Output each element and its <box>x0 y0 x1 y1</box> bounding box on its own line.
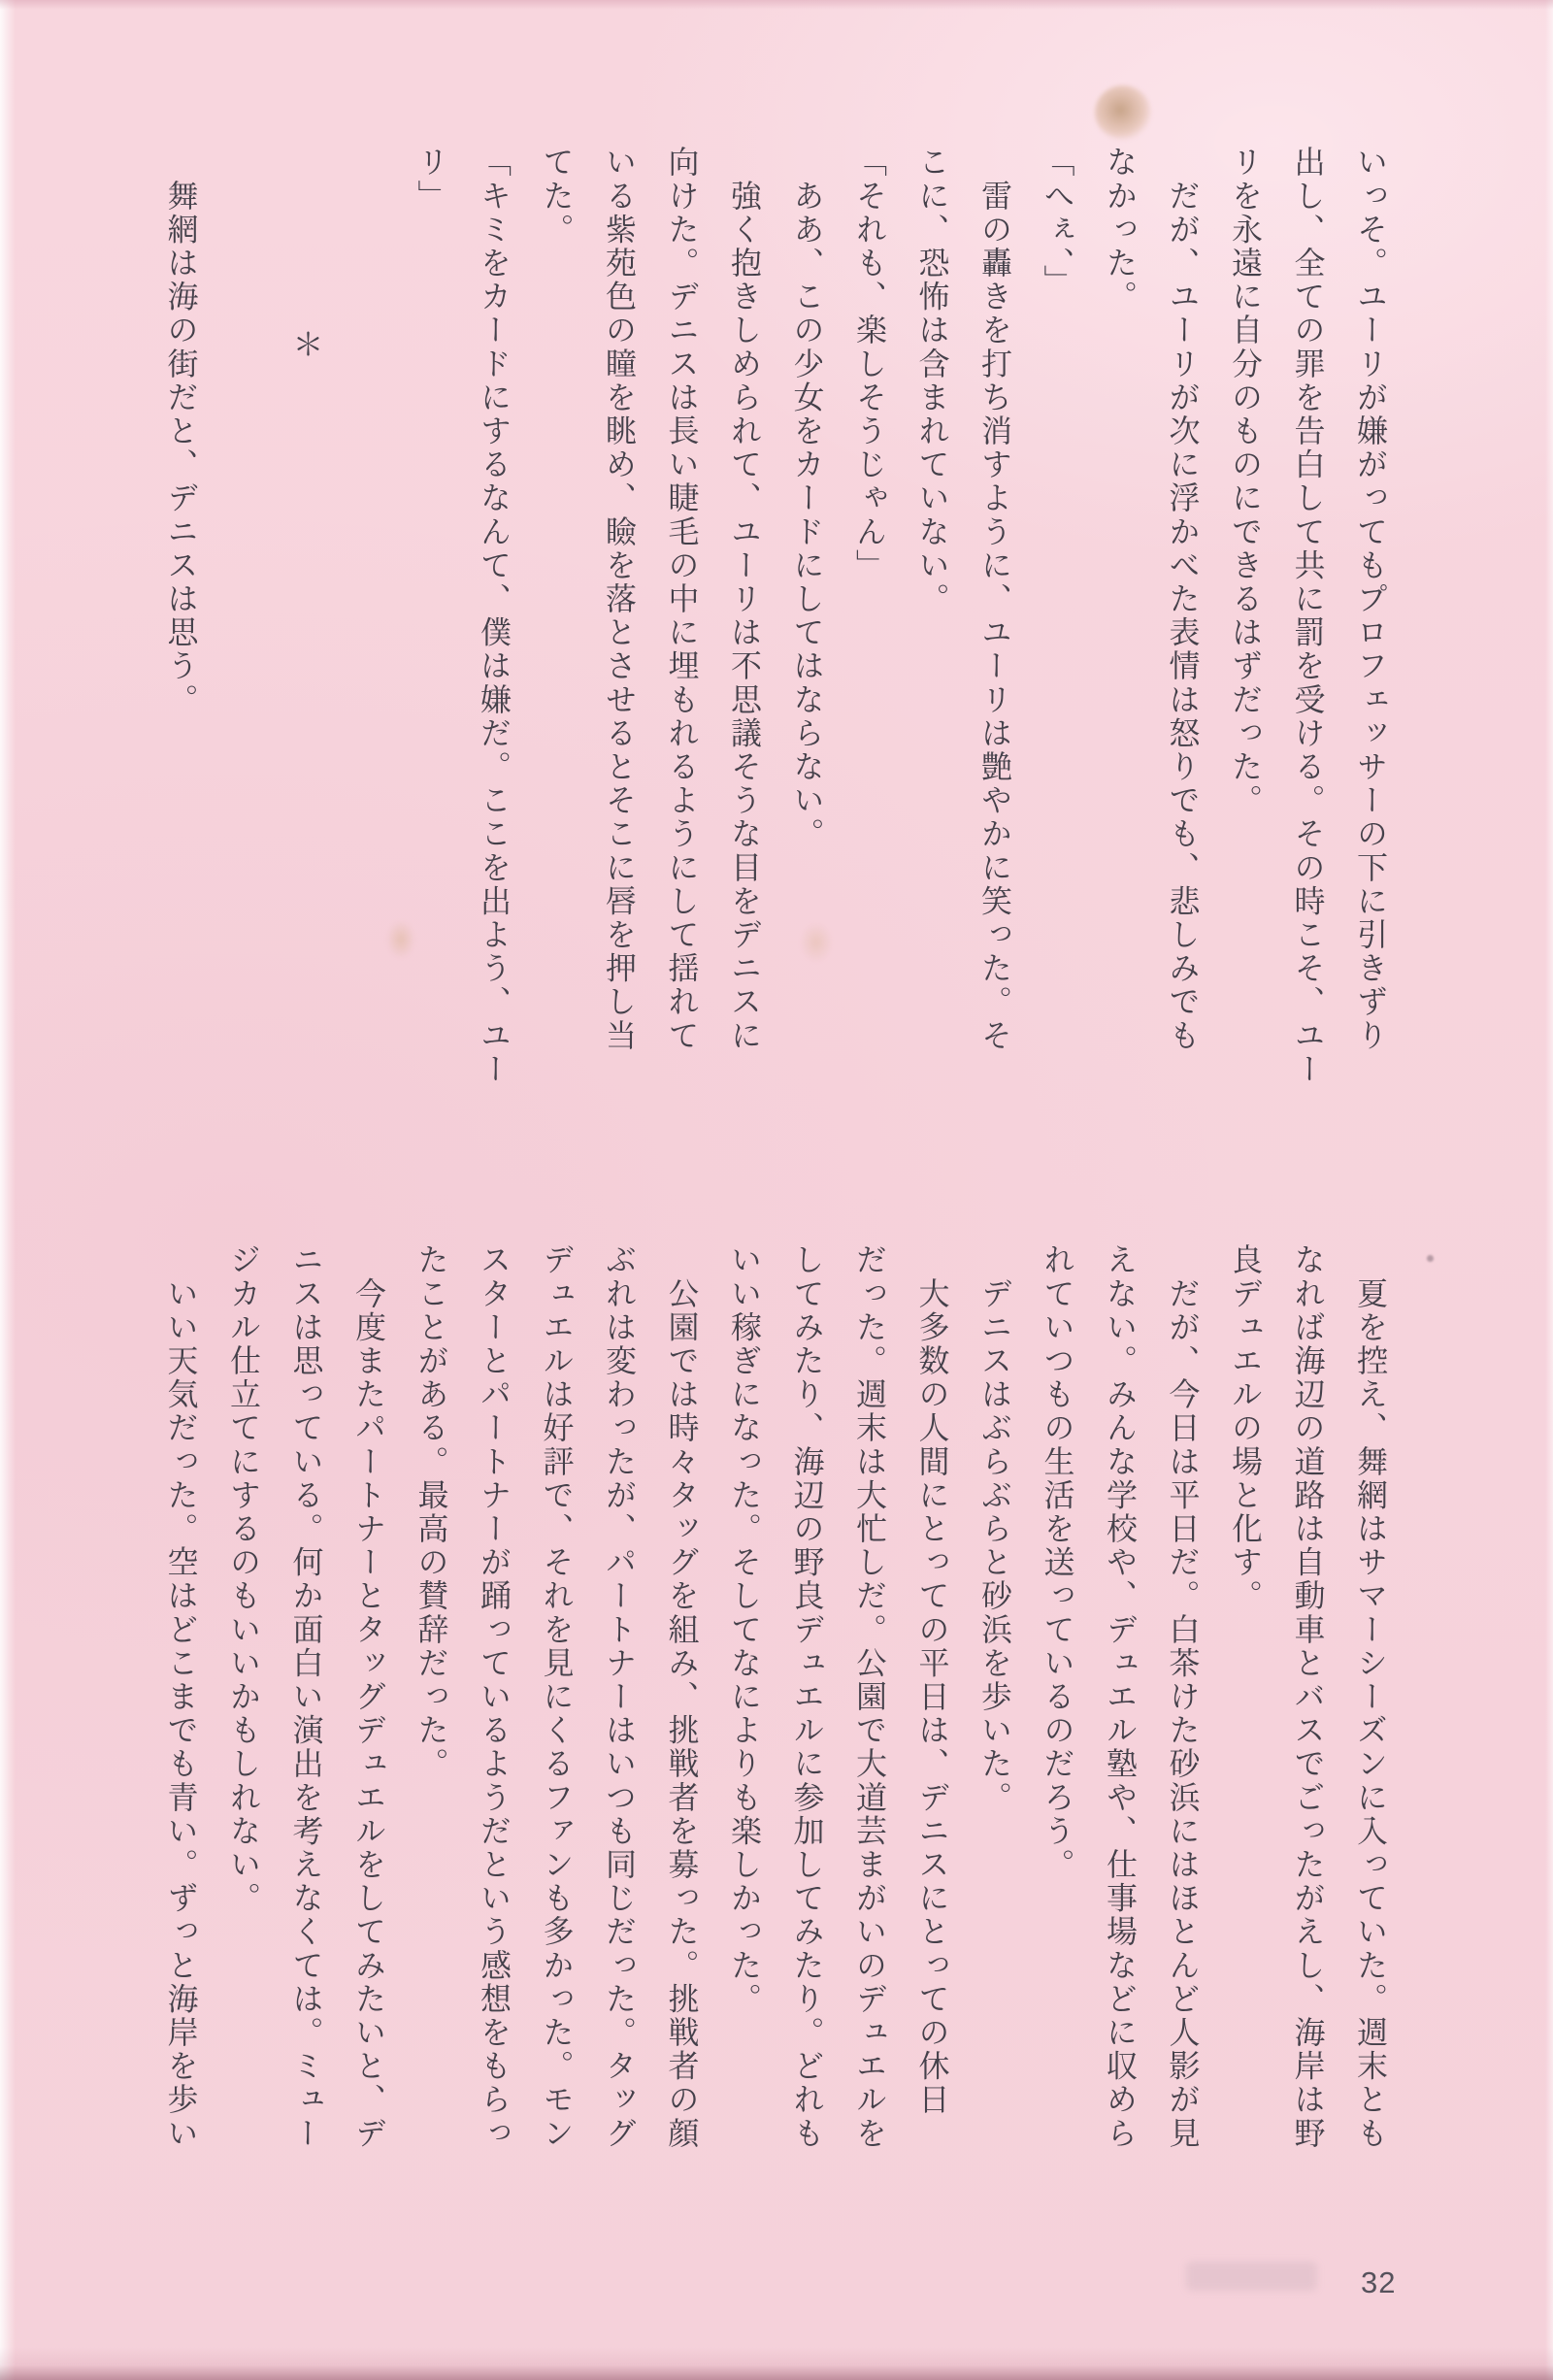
text-column: デニスはぶらぶらと砂浜を歩いた。 <box>977 1243 1012 1815</box>
text-column: スターとパートナーが踊っているようだという感想をもらっ <box>477 1243 512 2151</box>
page-edge-shadow <box>0 2347 1553 2380</box>
text-column: してみたり、海辺の野良デュエルに参加してみたり。どれも <box>789 1243 825 2151</box>
text-column: ジカル仕立てにするのもいいかもしれない。 <box>226 1243 261 1915</box>
text-column: こに、恐怖は含まれていない。 <box>914 146 950 616</box>
text-column: えない。みんな学校や、デュエル塾や、仕事場などに収めら <box>1103 1243 1138 2151</box>
text-column: いい天気だった。空はどこまでも青い。ずっと海岸を歩い <box>163 1243 199 2151</box>
page-number: 32 <box>1361 2265 1397 2299</box>
page-edge-highlight <box>0 0 16 2380</box>
page-edge-highlight <box>1545 0 1553 2380</box>
empty-column <box>338 146 401 1121</box>
show-through-smudge <box>1186 2262 1317 2291</box>
text-column: リ」 <box>413 146 449 214</box>
text-column: いる紫苑色の瞳を眺め、瞼を落とさせるとそこに唇を押し当 <box>602 146 637 1053</box>
text-column: だが、ユーリが次に浮かべた表情は怒りでも、悲しみでも <box>1165 146 1201 1053</box>
text-column: リを永遠に自分のものにできるはずだった。 <box>1228 146 1263 817</box>
stain <box>1427 1255 1434 1262</box>
text-column: 良デュエルの場と化す。 <box>1228 1243 1263 1613</box>
text-column: だが、今日は平日だ。白茶けた砂浜にはほとんど人影が見 <box>1165 1243 1201 2151</box>
text-column: なれば海辺の道路は自動車とバスでごったがえし、海岸は野 <box>1290 1243 1326 2151</box>
text-column: 「キミをカードにするなんて、僕は嫌だ。ここを出よう、ユー <box>477 146 512 1086</box>
stain <box>1095 85 1151 140</box>
upper-text-block <box>149 146 1402 1121</box>
section-separator-asterisk: ＊ <box>288 328 324 362</box>
text-column: デュエルは好評で、それを見にくるファンも多かった。モン <box>539 1243 575 2151</box>
text-column: れていつもの生活を送っているのだろう。 <box>1040 1243 1075 1882</box>
text-column: 公園では時々タッグを組み、挑戦者を募った。挑戦者の顔 <box>664 1243 700 2151</box>
text-column: 舞網は海の街だと、デニスは思う。 <box>163 146 199 717</box>
text-column: 出し、全ての罪を告白して共に罰を受ける。その時こそ、ユー <box>1290 146 1326 1086</box>
text-column: 大多数の人間にとっての平日は、デニスにとっての休日 <box>914 1243 950 2117</box>
text-column: 雷の轟きを打ち消すように、ユーリは艶やかに笑った。そ <box>977 146 1012 1053</box>
text-column: 「へぇ、」 <box>1040 146 1075 298</box>
text-column: 「それも、楽しそうじゃん」 <box>852 146 887 582</box>
text-column: いい稼ぎになった。そしてなによりも楽しかった。 <box>727 1243 762 2016</box>
text-column: ああ、この少女をカードにしてはならない。 <box>789 146 825 851</box>
empty-column <box>213 146 276 1121</box>
text-column: だった。週末は大忙しだ。公園で大道芸まがいのデュエルを <box>852 1243 887 2151</box>
page-edge-shadow <box>0 0 1553 10</box>
text-column: たことがある。最高の賛辞だった。 <box>413 1243 449 1781</box>
text-column: 強く抱きしめられて、ユーリは不思議そうな目をデニスに <box>727 146 762 1053</box>
text-column: ニスは思っている。何か面白い演出を考えなくては。ミュー <box>288 1243 324 2151</box>
text-column: ぶれは変わったが、パートナーはいつも同じだった。タッグ <box>602 1243 637 2151</box>
text-column: なかった。 <box>1103 146 1138 314</box>
text-column: 今度またパートナーとタッグデュエルをしてみたいと、デ <box>351 1243 386 2151</box>
lower-text-block <box>149 1243 1402 2219</box>
text-column: てた。 <box>539 146 575 247</box>
text-column: いっそ。ユーリが嫌がってもプロフェッサーの下に引きずり <box>1353 146 1388 1053</box>
text-column: 向けた。デニスは長い睫毛の中に埋もれるようにして揺れて <box>664 146 700 1053</box>
text-column: 夏を控え、舞網はサマーシーズンに入っていた。週末とも <box>1353 1243 1388 2151</box>
